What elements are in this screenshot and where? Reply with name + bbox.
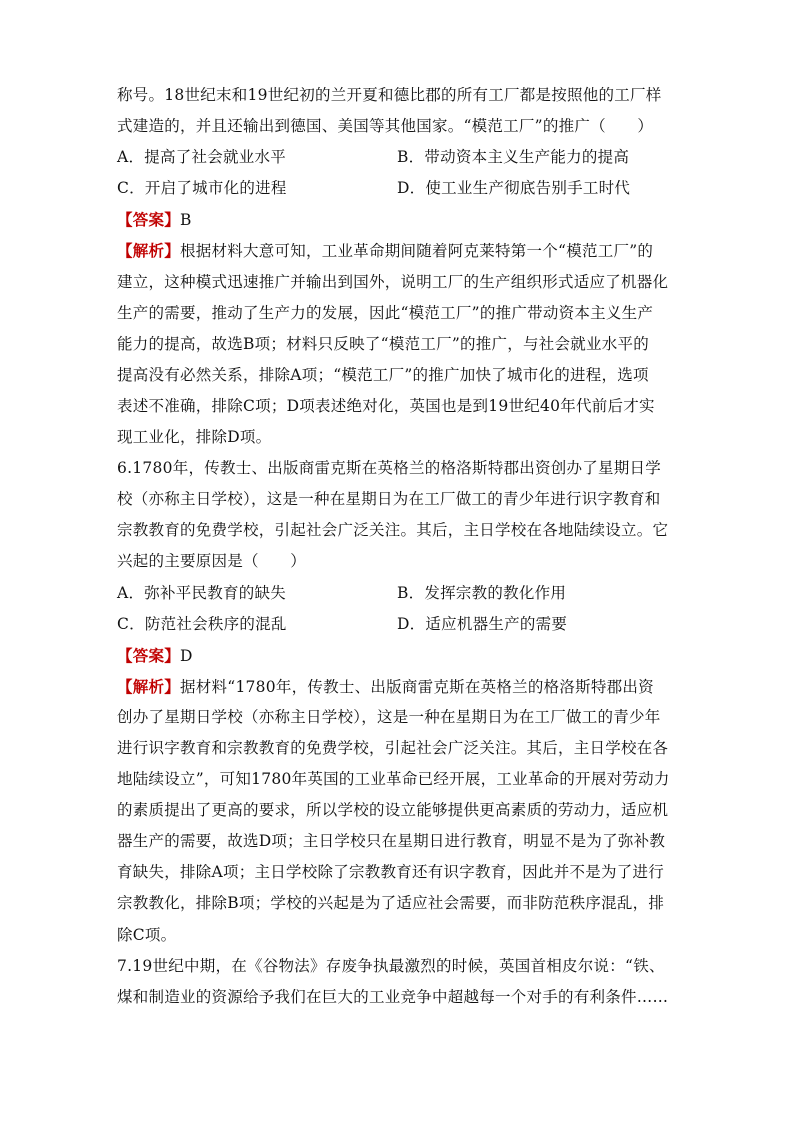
q5-options-row bbox=[117, 142, 677, 173]
q5-analysis-line: 生产的需要，推动了生产力的发展，因此“模范工厂”的推广带动资本主义生产 bbox=[117, 303, 654, 322]
q5-option-a: A．提高了社会就业水平 bbox=[117, 148, 286, 167]
q6-stem-line: 6.1780年，传教士、出版商雷克斯在英格兰的格洛斯特郡出资创办了星期日学 bbox=[117, 459, 661, 478]
document-page bbox=[117, 80, 677, 1013]
q5-analysis-line bbox=[117, 235, 677, 266]
answer-value: D bbox=[180, 646, 193, 665]
q6-stem-line: 兴起的主要原因是（ ） bbox=[117, 552, 307, 571]
q6-analysis-line: 进行识字教育和宗教教育的免费学校，引起社会广泛关注。其后，主日学校在各 bbox=[117, 738, 669, 757]
answer-tag: 【答案】 bbox=[117, 210, 181, 230]
q6-option-d: D．适应机器生产的需要 bbox=[397, 614, 568, 633]
analysis-text: 据材料“1780年，传教士、出版商雷克斯在英格兰的格洛斯特郡出资 bbox=[180, 677, 654, 696]
q5-stem-line: 称号。18世纪末和19世纪初的兰开夏和德比郡的所有工厂都是按照他的工厂样 bbox=[117, 86, 662, 104]
q6-analysis-line: 宗教教化，排除B项；学校的兴起是为了适应社会需要，而非防范秩序混乱，排 bbox=[117, 894, 665, 913]
analysis-text: 根据材料大意可知，工业革命期间随着阿克莱特第一个“模范工厂”的 bbox=[180, 242, 654, 261]
q6-analysis-line: 器生产的需要，故选D项；主日学校只在星期日进行教育，明显不是为了弥补教 bbox=[117, 832, 666, 851]
q6-option-a: A．弥补平民教育的缺失 bbox=[117, 583, 286, 602]
q5-analysis-line: 建立，这种模式迅速推广并输出到国外，说明工厂的生产组织形式适应了机器化 bbox=[117, 272, 669, 291]
q5-analysis-line: 提高没有必然关系，排除A项；“模范工厂”的推广加快了城市化的进程，选项 bbox=[117, 365, 649, 384]
q6-stem-line: 宗教教育的免费学校，引起社会广泛关注。其后，主日学校在各地陆续设立。它 bbox=[117, 521, 669, 540]
q6-analysis-line: 育缺失，排除A项；主日学校除了宗教教育还有识字教育，因此并不是为了进行 bbox=[117, 863, 664, 882]
q6-analysis-line: 除C项。 bbox=[117, 925, 177, 944]
q6-options-row bbox=[117, 609, 677, 640]
q5-option-b: B．带动资本主义生产能力的提高 bbox=[397, 148, 630, 167]
answer-value: B bbox=[180, 211, 192, 230]
q6-analysis-line: 的素质提出了更高的要求，所以学校的设立能够提供更高素质的劳动力，适应机 bbox=[117, 801, 669, 820]
q7-stem-line: 7.19世纪中期，在《谷物法》存废争执最激烈的时候，英国首相皮尔说：“铁、 bbox=[117, 956, 665, 975]
q6-options-row bbox=[117, 578, 677, 609]
q5-option-c: C．开启了城市化的进程 bbox=[117, 179, 287, 198]
q7-stem-line: 煤和制造业的资源给予我们在巨大的工业竞争中超越每一个对手的有利条件…… bbox=[117, 987, 669, 1006]
q6-option-b: B．发挥宗教的教化作用 bbox=[397, 583, 567, 602]
q6-analysis-line: 地陆续设立”，可知1780年英国的工业革命已经开展，工业革命的开展对劳动力 bbox=[117, 770, 670, 789]
q5-analysis-line: 现工业化，排除D项。 bbox=[117, 428, 272, 447]
q6-answer bbox=[117, 640, 677, 671]
answer-tag: 【答案】 bbox=[117, 645, 181, 665]
q5-answer bbox=[117, 204, 677, 235]
analysis-tag: 【解析】 bbox=[117, 241, 181, 261]
q6-analysis-line bbox=[117, 671, 677, 702]
q5-stem-line: 式建造的，并且还输出到德国、美国等其他国家。“模范工厂”的推广（ ） bbox=[117, 117, 654, 136]
analysis-tag: 【解析】 bbox=[117, 676, 181, 696]
q6-stem-line: 校（亦称主日学校），这是一种在星期日为在工厂做工的青少年进行识字教育和 bbox=[117, 490, 661, 509]
q6-option-c: C．防范社会秩序的混乱 bbox=[117, 614, 287, 633]
q6-analysis-line: 创办了星期日学校（亦称主日学校），这是一种在星期日为在工厂做工的青少年 bbox=[117, 707, 661, 726]
q5-analysis-line: 能力的提高，故选B项；材料只反映了“模范工厂”的推广，与社会就业水平的 bbox=[117, 334, 649, 353]
q5-option-d: D．使工业生产彻底告别手工时代 bbox=[397, 179, 631, 198]
q5-options-row bbox=[117, 173, 677, 204]
q5-analysis-line: 表述不准确，排除C项；D项表述绝对化，英国也是到19世纪40年代前后才实 bbox=[117, 396, 655, 415]
